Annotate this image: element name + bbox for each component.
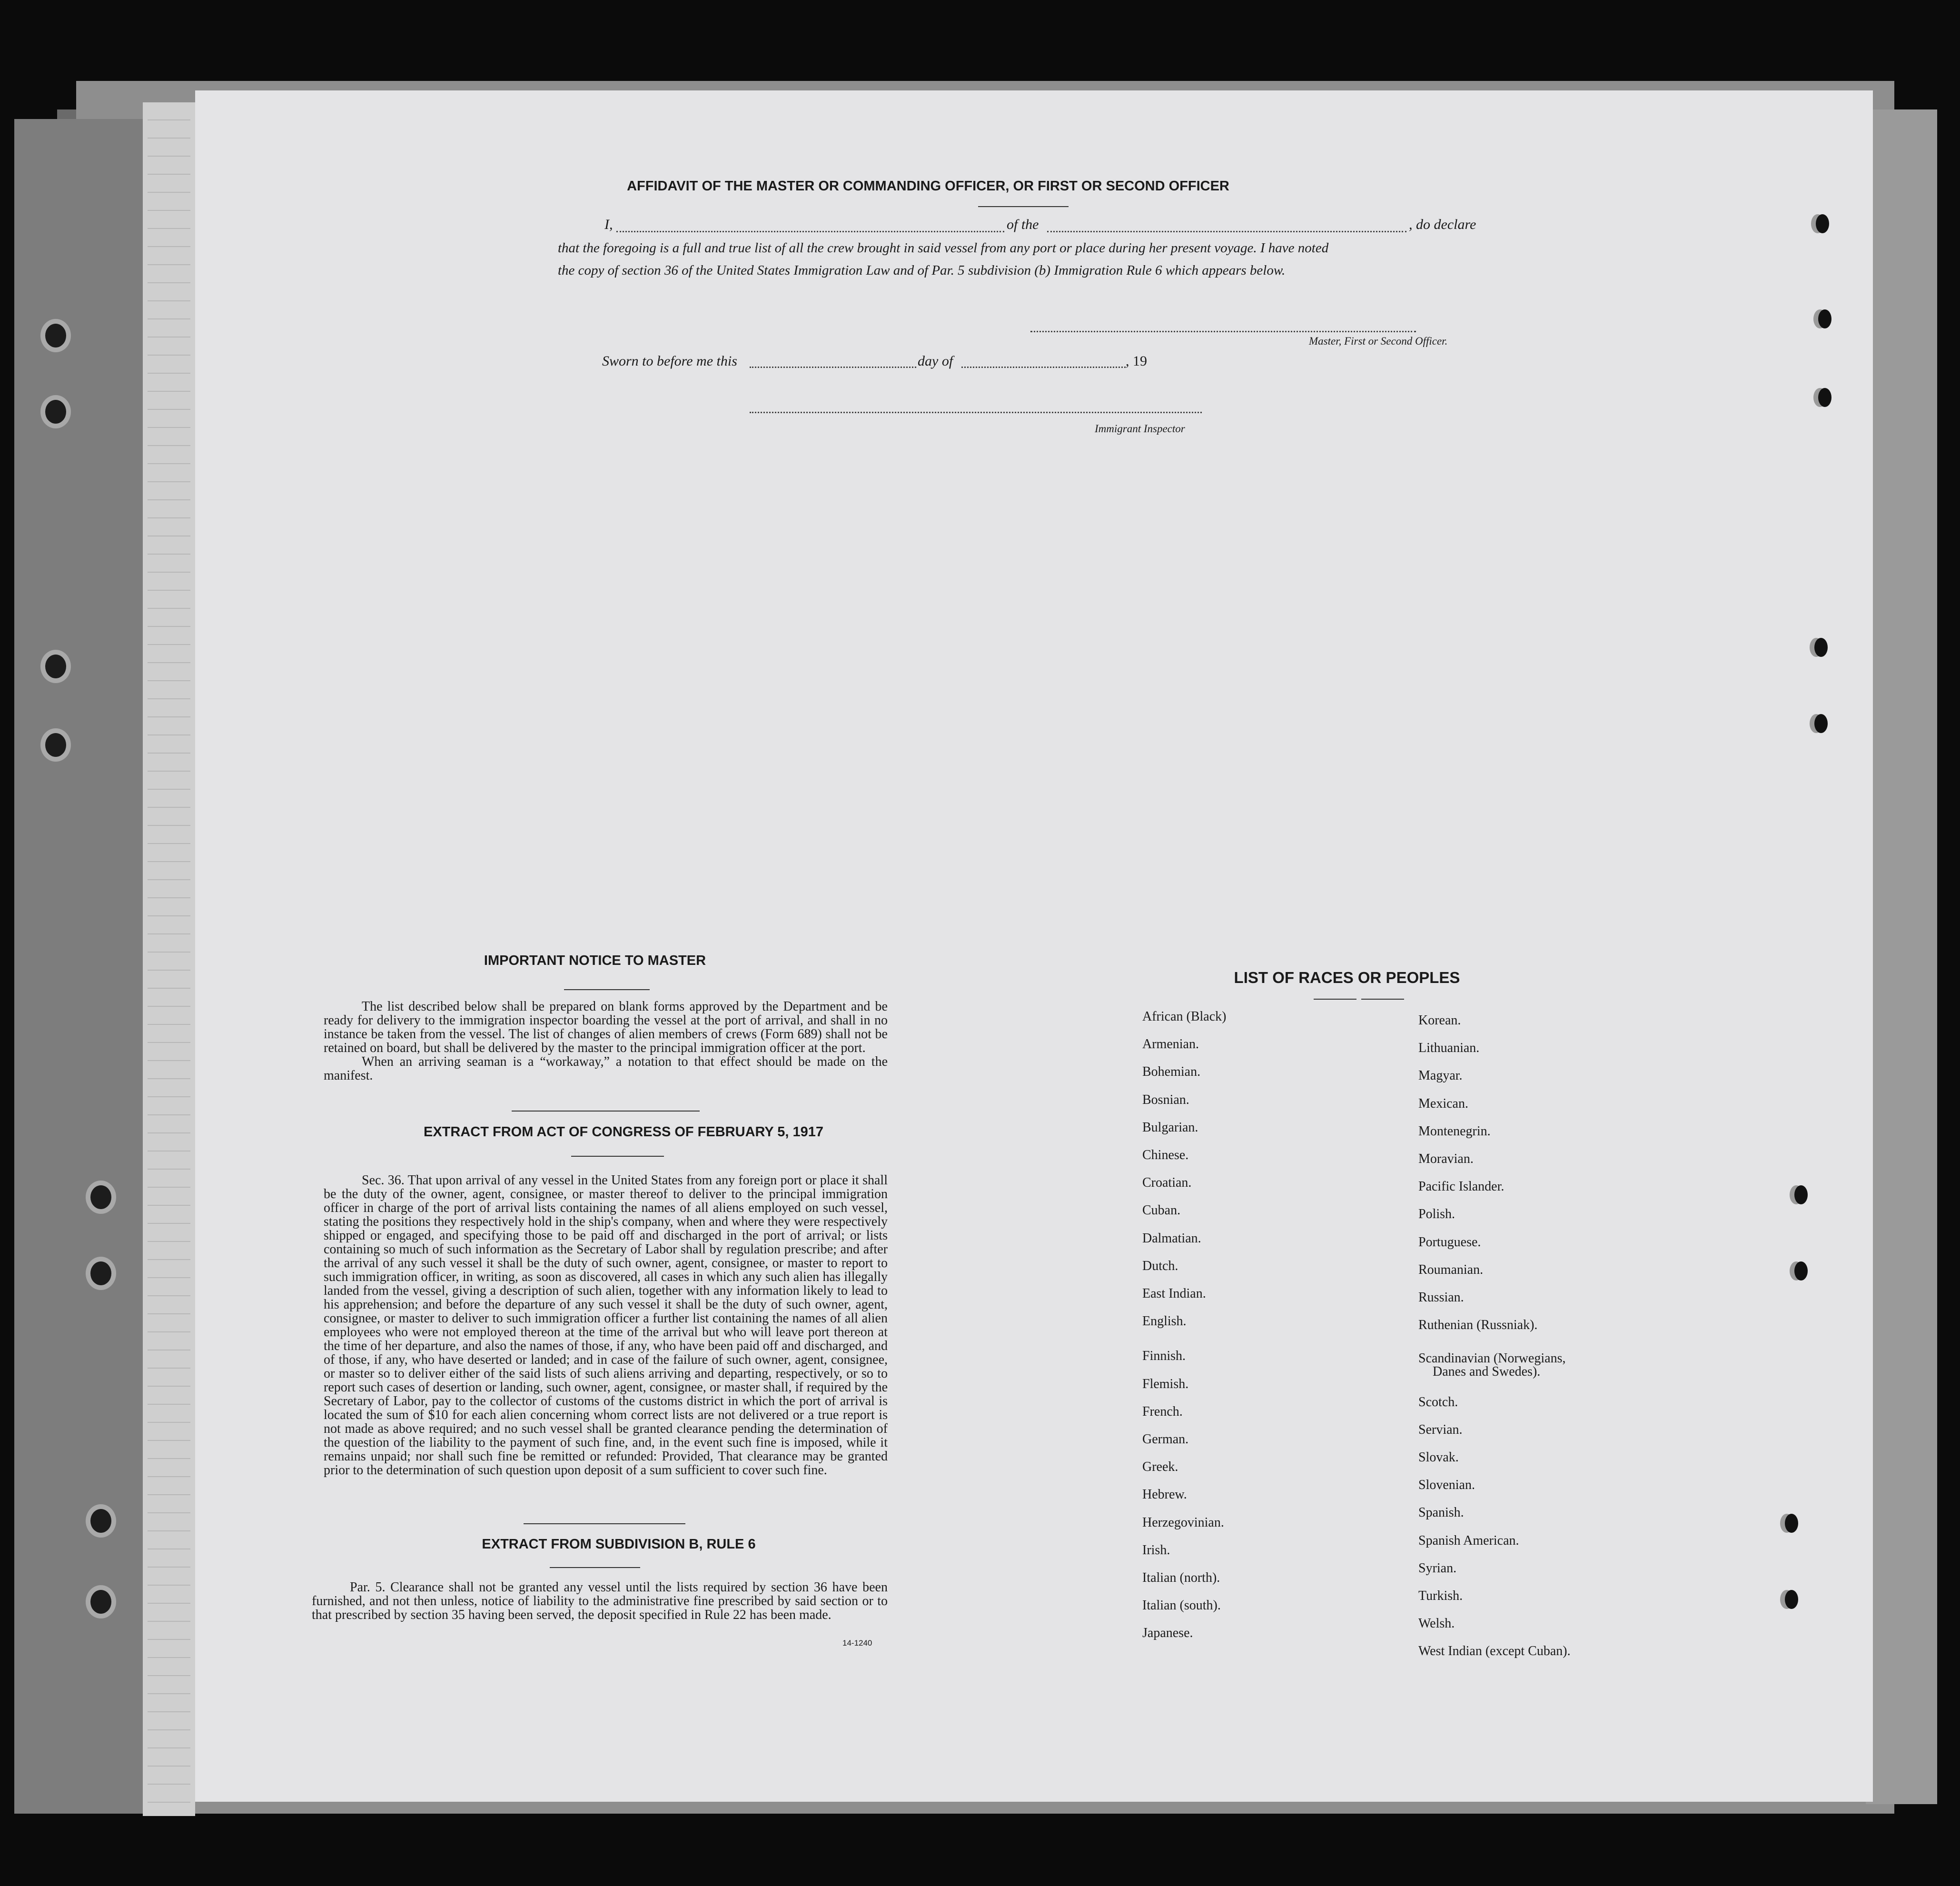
race-item: East Indian.: [1142, 1286, 1206, 1301]
declaration-line: that the foregoing is a full and true list of all the crew brought in said vessel from any port or place during her present voyage. I have noted: [558, 240, 1329, 256]
punch-hole-icon: [1818, 388, 1831, 407]
punch-hole-icon: [1785, 1590, 1798, 1609]
race-item: Finnish.: [1142, 1349, 1186, 1364]
ruled-strip-lines: [148, 102, 190, 1816]
page-edge: [1866, 109, 1937, 1804]
affidavit-title: AFFIDAVIT OF THE MASTER OR COMMANDING OFFICER, OR FIRST OR SECOND OFFICER: [627, 179, 1229, 194]
notice-rule: [564, 989, 650, 990]
rule-extract-title: EXTRACT FROM SUBDIVISION B, RULE 6: [482, 1537, 756, 1552]
punch-hole-icon: [1816, 214, 1829, 233]
race-item: English.: [1142, 1314, 1187, 1329]
notice-title: IMPORTANT NOTICE TO MASTER: [484, 953, 706, 968]
race-item: Japanese.: [1142, 1626, 1193, 1641]
race-item: Portuguese.: [1418, 1234, 1481, 1250]
race-item: German.: [1142, 1432, 1189, 1447]
binder-ring-icon: [40, 395, 71, 428]
race-item: Pacific Islander.: [1418, 1179, 1505, 1194]
notice-paragraph: When an arriving seaman is a “workaway,” a notation to that effect should be made on the manifest.: [324, 1054, 888, 1083]
binder-ring-icon: [40, 319, 71, 352]
sworn-day-field[interactable]: [750, 367, 916, 368]
vessel-name-field[interactable]: [1047, 231, 1406, 232]
inspector-signature-field[interactable]: [750, 412, 1202, 413]
binder-ring-icon: [40, 728, 71, 762]
declare-label: , do declare: [1409, 217, 1476, 232]
binder-ring-icon: [86, 1257, 116, 1290]
race-item: African (Black): [1142, 1009, 1227, 1024]
race-item: Cuban.: [1142, 1203, 1181, 1218]
race-item: Scotch.: [1418, 1394, 1458, 1410]
binder-ring-icon: [86, 1504, 116, 1538]
affiant-label: I,: [604, 217, 613, 232]
race-item: Armenian.: [1142, 1037, 1199, 1052]
section-rule: [524, 1523, 685, 1524]
punch-hole-icon: [1794, 1185, 1808, 1204]
act-extract-title: EXTRACT FROM ACT OF CONGRESS OF FEBRUARY 5, 1917: [423, 1124, 824, 1140]
races-rule: [1361, 999, 1404, 1000]
master-signature-label: Master, First or Second Officer.: [1309, 335, 1448, 347]
race-item: Flemish.: [1142, 1376, 1189, 1391]
act-rule: [571, 1156, 664, 1157]
sworn-label: Sworn to before me this: [602, 353, 737, 369]
punch-hole-icon: [1814, 638, 1828, 657]
race-item: Chinese.: [1142, 1148, 1189, 1162]
day-of-label: day of: [918, 353, 953, 369]
race-item: Turkish.: [1418, 1588, 1463, 1603]
race-item: Dutch.: [1142, 1258, 1178, 1273]
year-label: , 19: [1126, 353, 1147, 369]
race-item: Welsh.: [1418, 1616, 1455, 1631]
race-item: Syrian.: [1418, 1560, 1457, 1576]
act-paragraph: Sec. 36. That upon arrival of any vessel in the United States from any foreign port or place it shall be the duty of the owner, agent, consignee, or master thereof to deliver to the principal immigration officer in charge of the port of arrival lists containing the names of all aliens employed on such vessel, stating the positions they respectively hold in the ship's company, when and where they were respectively shipped or engaged, and specifying those to be paid off and discharged in the port of arrival; or lists containing so much of such information as the Secretary of Labor shall by regulation prescribe; and after the arrival of any such vessel it shall be the duty of such owner, agent, consignee, or master to report to such immigration officer, in writing, as soon as discovered, all cases in which any such alien has illegally landed from the vessel, giving a description of such alien, together with any information likely to lead to his apprehension; and before the departure of any such vessel it shall be the duty of such owner, agent, consignee, or master to deliver to such immigration officer a further list containing the names of all alien employees who were not employed thereon at the time of the arrival but who will leave port thereon at the time of her departure, and also the names of those, if any, who have been paid off and discharged, and of those, if any, who have deserted or landed; and in case of the failure of such owner, agent, consignee, or master so to deliver either of the said lists of such aliens arriving and departing, respectively, or so to report such cases of desertion or landing, such owner, agent, consignee, or master shall, if required by the Secretary of Labor, pay to the collector of customs of the customs district in which the port of arrival is located the sum of $10 for each alien concerning whom correct lists are not delivered or a true report is not made as above required; and no such vessel shall be granted clearance pending the determination of the question of the liability to the payment of such fine, and, in the event such fine is imposed, while it remains unpaid; nor shall such fine be remitted or refunded: Provided, That clearance may be granted prior to the determination of such question upon deposit of a sum sufficient to cover such fine.: [324, 1173, 888, 1478]
race-item: Ruthenian (Russniak).: [1418, 1318, 1538, 1333]
race-item: Montenegrin.: [1418, 1123, 1491, 1139]
race-item: Italian (north).: [1142, 1570, 1220, 1585]
race-item: Bosnian.: [1142, 1092, 1189, 1107]
race-item: Polish.: [1418, 1207, 1455, 1222]
affiant-name-field[interactable]: [616, 231, 1004, 232]
vessel-label: of the: [1007, 217, 1039, 232]
punch-hole-icon: [1814, 714, 1828, 733]
act-extract-text: [324, 1173, 888, 1477]
races-title: LIST OF RACES OR PEOPLES: [1234, 969, 1460, 986]
declaration-line: the copy of section 36 of the United States Immigration Law and of Par. 5 subdivision (b) Immigration Rule 6 which appears below.: [558, 263, 1286, 278]
race-item: Moravian.: [1418, 1151, 1474, 1166]
section-rule: [512, 1111, 700, 1112]
form-number: 14-1240: [842, 1638, 872, 1648]
binder-ring-icon: [40, 650, 71, 683]
race-item: Danes and Swedes).: [1433, 1364, 1541, 1380]
race-item: Russian.: [1418, 1290, 1464, 1305]
inspector-label: Immigrant Inspector: [1095, 423, 1185, 435]
race-item: Magyar.: [1418, 1068, 1463, 1083]
races-rule: [1314, 999, 1356, 1000]
race-item: Slovenian.: [1418, 1478, 1475, 1493]
race-item: Irish.: [1142, 1542, 1170, 1558]
sworn-month-field[interactable]: [961, 367, 1126, 368]
race-item: Bohemian.: [1142, 1064, 1201, 1080]
race-item: Lithuanian.: [1418, 1041, 1480, 1056]
race-item: Servian.: [1418, 1422, 1463, 1437]
race-item: Hebrew.: [1142, 1487, 1187, 1502]
race-item: Croatian.: [1142, 1175, 1192, 1191]
race-item: Herzegovinian.: [1142, 1515, 1224, 1530]
punch-hole-icon: [1785, 1514, 1798, 1533]
race-item: Spanish American.: [1418, 1533, 1519, 1548]
punch-hole-icon: [1818, 309, 1831, 328]
rule-paragraph: Par. 5. Clearance shall not be granted any vessel until the lists required by section 36 have been furnished, and not then unless, notice of liability to the administrative fine prescribed by said section or to that prescribed by section 35 having been served, the deposit specified in Rule 22 has been made.: [312, 1580, 888, 1622]
title-rule: [978, 206, 1069, 207]
notice-text: [324, 1000, 888, 1082]
rule-rule: [550, 1567, 640, 1568]
race-item: Slovak.: [1418, 1450, 1459, 1465]
race-item: Scandinavian (Norwegians,: [1418, 1351, 1566, 1366]
master-signature-field[interactable]: [1030, 331, 1416, 332]
race-item: Bulgarian.: [1142, 1120, 1198, 1135]
race-item: Spanish.: [1418, 1505, 1464, 1520]
binder-ring-icon: [86, 1585, 116, 1618]
notice-paragraph: The list described below shall be prepared on blank forms approved by the Department and be ready for delivery to the immigration inspector boarding the vessel at the port of arrival, and shall in no instance be taken from the vessel. The list of changes of alien members of crews (Form 689) shall not be retained on board, but shall be delivered by the master to the principal immigration officer at the port.: [324, 999, 888, 1055]
race-item: Italian (south).: [1142, 1598, 1221, 1613]
race-item: French.: [1142, 1404, 1183, 1419]
rule-extract-text: [312, 1580, 888, 1622]
punch-hole-icon: [1794, 1261, 1808, 1280]
binder-ring-icon: [86, 1181, 116, 1214]
race-item: Korean.: [1418, 1013, 1461, 1028]
race-item: Roumanian.: [1418, 1262, 1484, 1277]
race-item: West Indian (except Cuban).: [1418, 1644, 1571, 1659]
race-item: Mexican.: [1418, 1096, 1468, 1111]
race-item: Dalmatian.: [1142, 1231, 1201, 1246]
form-page: [195, 90, 1873, 1802]
race-item: Greek.: [1142, 1459, 1178, 1475]
